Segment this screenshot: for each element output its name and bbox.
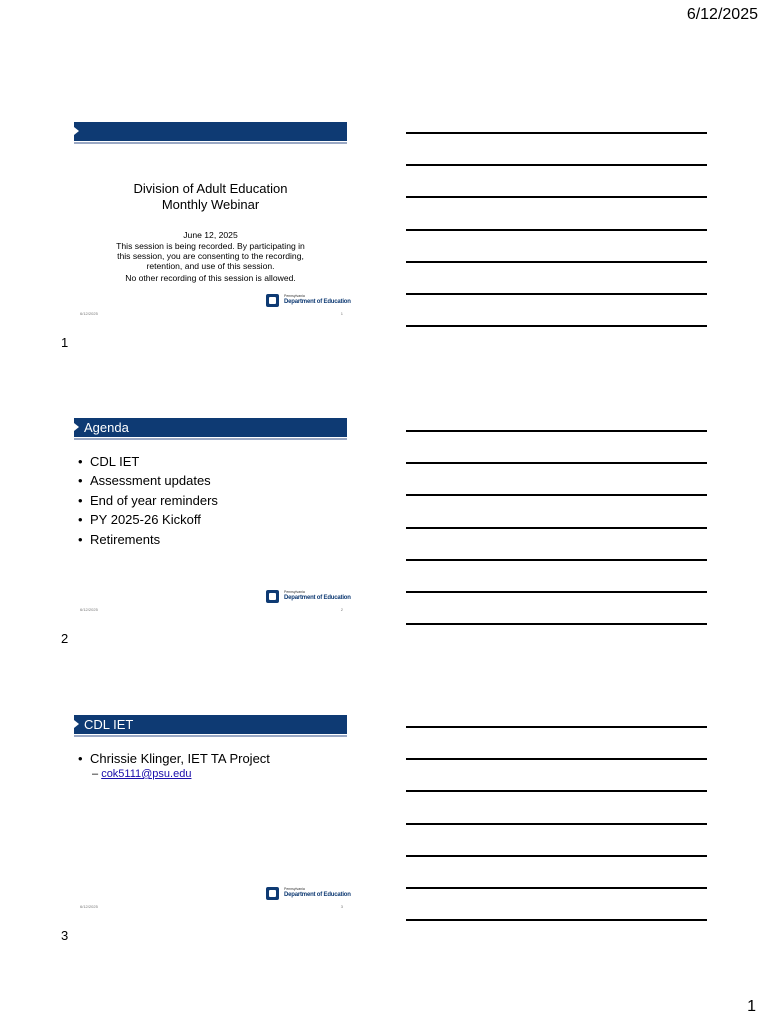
list-item: • End of year reminders: [78, 491, 218, 510]
pde-logo: [266, 886, 351, 902]
title-underline: [74, 438, 347, 440]
body-line: This session is being recorded. By participating in: [116, 241, 305, 251]
keystone-seal-icon: [266, 590, 279, 603]
note-line: [406, 887, 707, 889]
sub-bullet: [92, 768, 191, 780]
slide-3: [74, 715, 351, 912]
body-line: this session, you are consenting to the recording,: [117, 251, 304, 261]
slide-footer-date: 6/12/2025: [80, 607, 98, 612]
page-number: 1: [747, 998, 756, 1015]
slide-footer-number: 2: [340, 607, 343, 612]
note-line: [406, 494, 707, 496]
keystone-seal-icon: [266, 887, 279, 900]
note-line: [406, 591, 707, 593]
note-line: [406, 196, 707, 198]
heading-line: Division of Adult Education: [133, 181, 288, 196]
logo-main-text: Department of Education: [284, 595, 351, 601]
slide-title: Agenda: [84, 420, 129, 435]
logo-top-text: Pennsylvania: [284, 294, 305, 298]
slide-title: CDL IET: [84, 717, 134, 732]
note-line: [406, 229, 707, 231]
slide-heading: [74, 181, 347, 213]
heading-line: Monthly Webinar: [161, 197, 260, 212]
slide-1: [74, 122, 351, 319]
chevron-right-icon: [74, 423, 79, 431]
pde-logo: [266, 293, 351, 309]
note-line: [406, 261, 707, 263]
slide-footer-number: 3: [340, 904, 343, 909]
note-line: [406, 164, 707, 166]
logo-top-text: Pennsylvania: [284, 887, 305, 891]
note-line: [406, 430, 707, 432]
body-line: June 12, 2025: [183, 230, 238, 240]
email-link[interactable]: cok5111@psu.edu: [101, 768, 192, 780]
slide-footer-date: 6/12/2025: [80, 311, 98, 316]
list-item: • Assessment updates: [78, 471, 218, 490]
note-line: [406, 325, 707, 327]
note-line: [406, 823, 707, 825]
slide-footer-date: 6/12/2025: [80, 904, 98, 909]
slide-2: [74, 418, 351, 615]
slide-number-label: 1: [61, 335, 69, 350]
list-item: • PY 2025-26 Kickoff: [78, 510, 218, 529]
logo-top-text: Pennsylvania: [284, 590, 305, 594]
slide-number-label: 3: [61, 928, 69, 943]
pde-logo: [266, 589, 351, 605]
note-line: [406, 293, 707, 295]
note-line: [406, 790, 707, 792]
chevron-right-icon: [74, 127, 79, 135]
logo-main-text: Department of Education: [284, 299, 351, 305]
note-line: [406, 919, 707, 921]
list-item: • CDL IET: [78, 452, 218, 471]
note-line: [406, 758, 707, 760]
chevron-right-icon: [74, 720, 79, 728]
title-underline: [74, 735, 347, 737]
list-item: • Chrissie Klinger, IET TA Project: [78, 749, 270, 768]
note-line: [406, 462, 707, 464]
slide-title-bar: [74, 715, 347, 734]
note-line: [406, 855, 707, 857]
note-line: [406, 559, 707, 561]
list-item: • Retirements: [78, 530, 218, 549]
page-date: 6/12/2025: [686, 6, 758, 23]
title-underline: [74, 142, 347, 144]
slide-title-bar: [74, 122, 347, 141]
slide-title-bar: [74, 418, 347, 437]
note-line: [406, 726, 707, 728]
cdl-list: [78, 749, 270, 768]
body-line: No other recording of this session is allowed.: [125, 273, 296, 283]
agenda-list: [78, 452, 218, 549]
slide-footer-number: 1: [340, 311, 343, 316]
slide-body: [74, 230, 347, 283]
note-line: [406, 527, 707, 529]
sub-bullet-dash: –: [92, 768, 102, 780]
body-line: retention, and use of this session.: [146, 261, 275, 271]
note-line: [406, 132, 707, 134]
note-line: [406, 623, 707, 625]
logo-main-text: Department of Education: [284, 892, 351, 898]
keystone-seal-icon: [266, 294, 279, 307]
slide-number-label: 2: [61, 631, 69, 646]
